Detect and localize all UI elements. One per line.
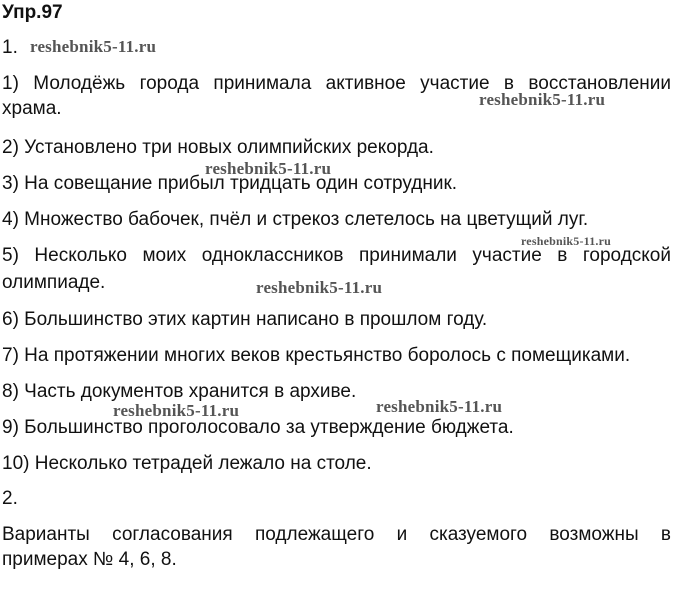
sentence-6: 6) Большинство этих картин написано в прошлом году. [2, 309, 488, 330]
watermark: reshebnik5-11.ru [30, 37, 157, 56]
sentence-3: 3) На совещание прибыл тридцать один сотрудник. [2, 173, 458, 194]
sentence-1-line-1: 1) Молодёжь города принимала активное участие в восстановлении [2, 73, 671, 94]
watermark: reshebnik5-11.ru [376, 397, 503, 416]
watermark: reshebnik5-11.ru [113, 401, 240, 420]
watermark: reshebnik5-11.ru [205, 159, 332, 178]
section-1-label: 1. [2, 37, 18, 58]
sentence-8: 8) Часть документов хранится в архиве. [2, 381, 357, 402]
sentence-5-line-2: олимпиаде. [2, 272, 106, 293]
watermark: reshebnik5-11.ru [521, 234, 611, 248]
sentence-2: 2) Установлено три новых олимпийских рекорда. [2, 137, 434, 158]
sentence-5-line-1: 5) Несколько моих одноклассников принимали участие в городской [2, 245, 671, 266]
watermark: reshebnik5-11.ru [256, 278, 383, 297]
answer-line-1: Варианты согласования подлежащего и сказуемого возможны в [2, 524, 671, 545]
answer-line-2: примерах № 4, 6, 8. [2, 549, 177, 570]
sentence-10: 10) Несколько тетрадей лежало на столе. [2, 453, 372, 474]
sentence-1-line-2: храма. [2, 98, 62, 119]
watermark: reshebnik5-11.ru [479, 90, 606, 109]
section-2-label: 2. [2, 488, 18, 509]
sentence-4: 4) Множество бабочек, пчёл и стрекоз слетелось на цветущий луг. [2, 209, 589, 230]
exercise-title: Упр.97 [2, 2, 63, 23]
sentence-9: 9) Большинство проголосовало за утверждение бюджета. [2, 417, 514, 438]
sentence-7: 7) На протяжении многих веков крестьянство боролось с помещиками. [2, 345, 631, 366]
